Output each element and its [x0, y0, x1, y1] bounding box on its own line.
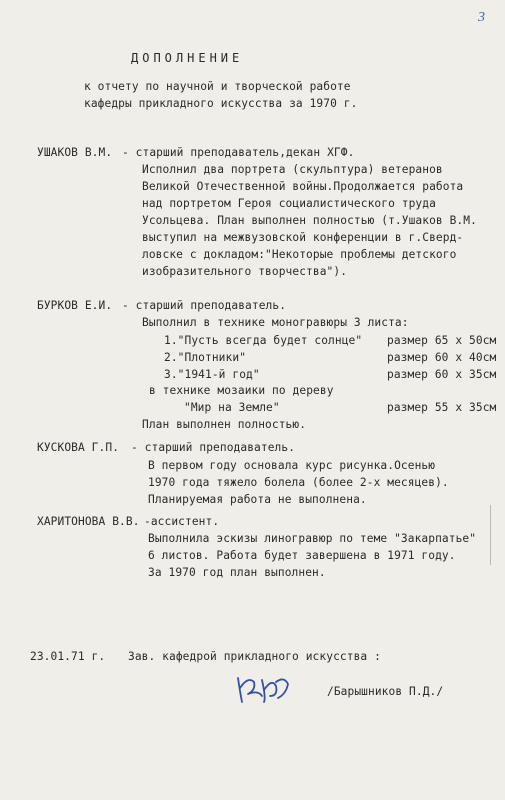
burkov-name: БУРКОВ Е.И. — [37, 299, 113, 312]
handwritten-signature — [234, 668, 294, 708]
ushakov-line: Исполнил два портрета (скульптура) ветеранов — [142, 163, 443, 176]
head-name: /Барышников П.Д./ — [327, 685, 444, 698]
burkov-mosaic-size: размер 55 х 35см — [387, 401, 497, 414]
kharitonova-name: ХАРИТОНОВА В.В. — [37, 515, 140, 528]
burkov-line: Выполнил в технике моногравюры 3 листа: — [142, 316, 409, 329]
burkov-mosaic-line: в технике мозаики по дереву — [149, 384, 334, 397]
burkov-line: - старший преподаватель. — [122, 299, 287, 312]
burkov-work-size: размер 60 х 40см — [387, 351, 497, 364]
ushakov-line: изобразительного творчества"). — [142, 265, 348, 278]
ushakov-name: УШАКОВ В.М. — [37, 146, 113, 159]
ushakov-line: Усольцева. План выполнен полностью (т.Ушаков В.М. — [142, 214, 477, 227]
kharitonova-line: 6 листов. Работа будет завершена в 1971 году. — [148, 549, 456, 562]
subtitle-line-1: к отчету по научной и творческой работе — [84, 80, 351, 93]
kharitonova-line: За 1970 год план выполнен. — [148, 566, 326, 579]
ushakov-line: выступил на межвузовской конференции в г.Сверд- — [142, 231, 464, 244]
document-date: 23.01.71 г. — [30, 650, 106, 663]
document-title: ДОПОЛНЕНИЕ — [131, 51, 244, 65]
burkov-mosaic-title: "Мир на Земле" — [184, 401, 280, 414]
burkov-plan-line: План выполнен полностью. — [142, 418, 307, 431]
kharitonova-line: Выполнила эскизы линогравюр по теме "Закарпатье" — [148, 532, 477, 545]
kharitonova-line: -ассистент. — [144, 515, 220, 528]
ushakov-line: Великой Отечественной войны.Продолжается работа — [142, 180, 464, 193]
kuskova-line: Планируемая работа не выполнена. — [148, 493, 367, 506]
kuskova-line: В первом году основала курс рисунка.Осенью — [148, 459, 436, 472]
kuskova-line: - старший преподаватель. — [131, 441, 296, 454]
burkov-work-size: размер 60 х 35см — [387, 368, 497, 381]
burkov-work-title: 2."Плотники" — [164, 351, 247, 364]
kuskova-name: КУСКОВА Г.П. — [37, 441, 120, 454]
ushakov-line: - старший преподаватель,декан ХГФ. — [122, 146, 355, 159]
page-number: 3 — [478, 10, 485, 25]
burkov-work-size: размер 65 х 50см — [387, 334, 497, 347]
burkov-work-title: 1."Пусть всегда будет солнце" — [164, 334, 363, 347]
subtitle-line-2: кафедры прикладного искусства за 1970 г. — [84, 97, 358, 110]
ushakov-line: ловске с докладом:"Некоторые проблемы детского — [142, 248, 457, 261]
head-title: Зав. кафедрой прикладного искусства : — [128, 650, 381, 663]
margin-pencil-mark — [490, 505, 491, 565]
ushakov-line: над портретом Героя социалистического труда — [142, 197, 436, 210]
kuskova-line: 1970 года тяжело болела (более 2-х месяцев). — [148, 476, 449, 489]
burkov-work-title: 3."1941-й год" — [164, 368, 260, 381]
